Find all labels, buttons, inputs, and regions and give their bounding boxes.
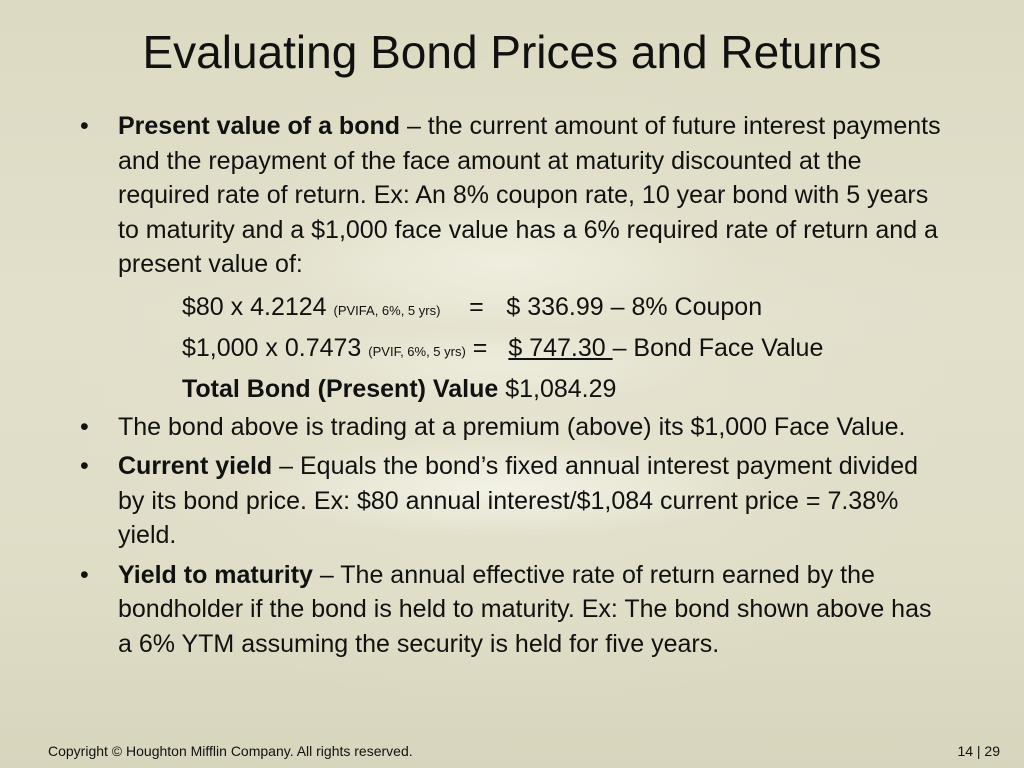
bullet-marker: •	[80, 412, 89, 441]
slide-title: Evaluating Bond Prices and Returns	[142, 26, 882, 78]
calc-expression: $80 x 4.2124	[182, 292, 334, 321]
calc-label: – 8% Coupon	[603, 292, 763, 321]
bullet-text: – Equals the bond’s fixed annual interest payment divided by its bond price. Ex: $80 annual interest/$1,084 current price = 7.38% yield.	[118, 452, 919, 549]
calc-line-total	[0, 369, 1024, 410]
calc-equals: =	[469, 292, 484, 321]
calc-total-label: Total Bond (Present) Value	[182, 374, 499, 403]
bullet-present-value	[0, 109, 948, 282]
calc-amount: $ 747.30	[508, 333, 613, 362]
footer-copyright: Copyright © Houghton Mifflin Company. All rights reserved.	[48, 743, 413, 759]
footer-page-number: 14 | 29	[957, 743, 1000, 759]
bullet-premium	[0, 410, 948, 445]
calc-factor: (PVIF, 6%, 5 yrs)	[368, 343, 466, 359]
calc-equals: =	[465, 333, 488, 362]
bullet-current-yield	[0, 449, 948, 553]
term-current-yield: Current yield	[118, 452, 273, 480]
bullet-marker: •	[80, 560, 89, 589]
bullet-marker: •	[80, 452, 89, 480]
calc-label: – Bond Face Value	[612, 333, 824, 362]
bullet-text: – the current amount of future interest payments and the repayment of the face amount at maturity discounted at the required rate of return. Ex: An 8% coupon rate, 10 year bond with 5 years to maturity and a $1,000 face value has a 6% required rate of return and a present value of:	[118, 112, 941, 278]
calc-line-coupon	[0, 287, 1024, 328]
bullet-text: – The annual effective rate of return earned by the bondholder if the bond is held to maturity. Ex: The bond shown above has a 6% YTM assuming the security is held for five years.	[118, 560, 932, 658]
calc-factor: (PVIFA, 6%, 5 yrs)	[333, 302, 441, 318]
bullet-text: The bond above is trading at a premium (above) its $1,000 Face Value.	[118, 412, 906, 441]
calc-expression: $1,000 x 0.7473	[182, 333, 369, 362]
bullet-yield-to-maturity	[0, 558, 948, 662]
calc-line-face-value	[0, 328, 1024, 369]
slide-content	[0, 109, 1024, 666]
bullet-marker: •	[80, 112, 89, 140]
term-present-value: Present value of a bond	[118, 112, 401, 140]
calc-amount: $ 336.99	[506, 292, 604, 321]
term-yield-to-maturity: Yield to maturity	[118, 560, 313, 589]
calc-total-amount: $1,084.29	[498, 374, 617, 403]
